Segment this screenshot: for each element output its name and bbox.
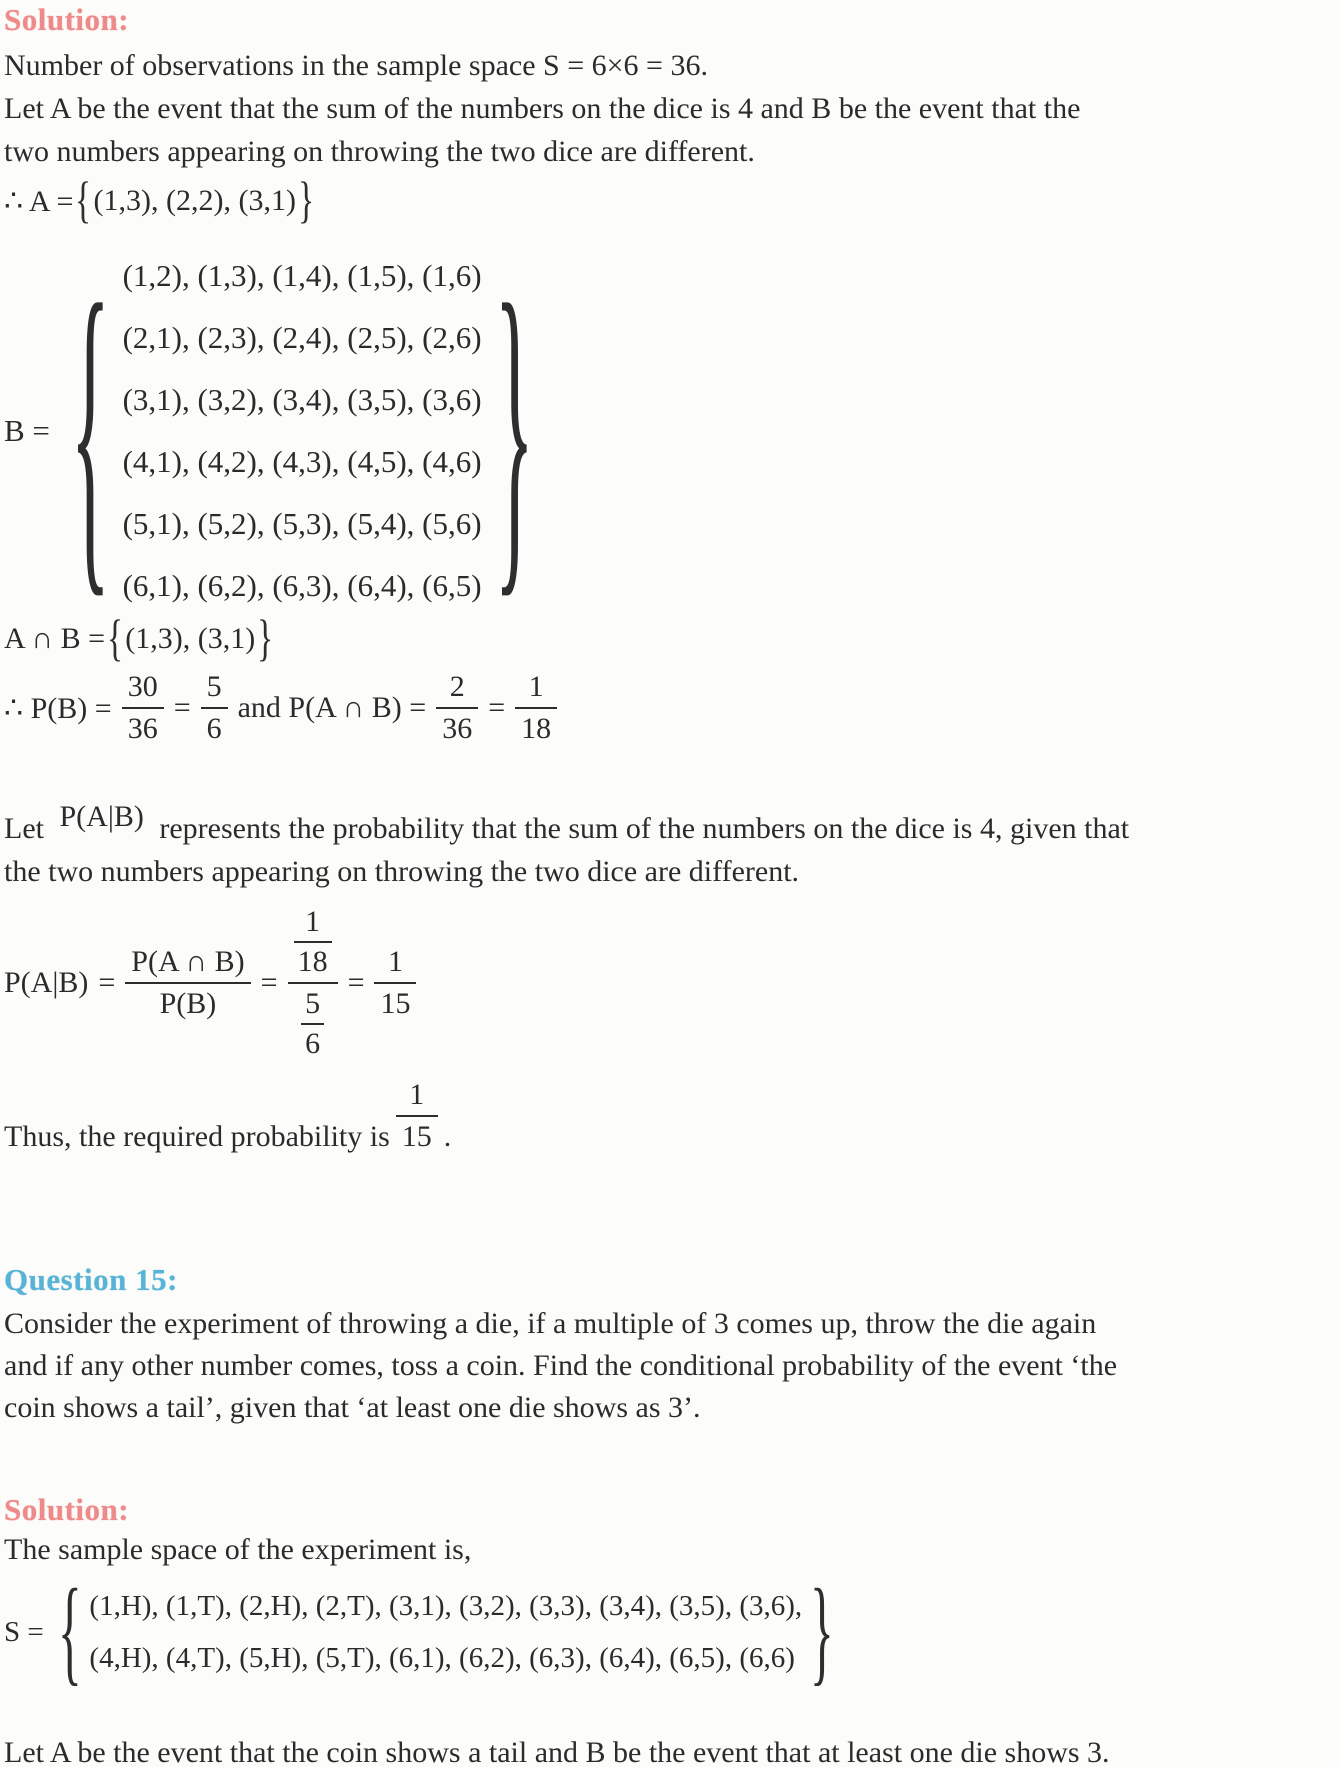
event-b-set — [4, 233, 542, 626]
b-set-row: (6,1), (6,2), (6,3), (6,4), (6,5) — [122, 568, 482, 603]
s-set-rows — [89, 1580, 802, 1684]
fraction-denominator: 6 — [305, 1027, 321, 1060]
pab-expression: P(A|B) — [59, 800, 144, 833]
aib-lead: A ∩ B = — [4, 622, 106, 655]
event-a-definition — [4, 173, 316, 229]
text-line: Consider the experiment of throwing a die, if a multiple of 3 comes up, throw the die again — [4, 1307, 1097, 1340]
aib-pairs: (1,3), (3,1) — [125, 622, 256, 655]
question-15-text — [4, 1303, 1117, 1429]
nested-fraction — [288, 905, 338, 1061]
nested-fraction-numerator — [288, 905, 338, 984]
fraction-denominator: 6 — [206, 712, 222, 745]
fraction-1-15 — [396, 1078, 438, 1154]
sample-space-expression: S = 6×6 = 36 — [543, 49, 701, 82]
solution1-intro-paragraph — [4, 44, 1080, 173]
fraction-numerator: 1 — [396, 1078, 438, 1117]
fraction-numerator: 30 — [122, 670, 164, 709]
b-set-rows — [123, 245, 482, 617]
fraction-numerator: 1 — [515, 670, 557, 709]
b-set-row: (3,1), (3,2), (3,4), (3,5), (3,6) — [122, 382, 482, 417]
equals-sign: = — [347, 966, 365, 999]
fraction-5-6 — [201, 670, 228, 746]
thus-prefix: Thus, the required probability is — [4, 1120, 390, 1153]
equals-sign: = — [488, 691, 506, 724]
right-brace: } — [810, 1565, 834, 1697]
text-line — [4, 800, 1130, 850]
left-brace: { — [70, 233, 111, 626]
pb-lead: ∴ P(B) = — [4, 691, 112, 725]
s-def-label: S = — [4, 1615, 44, 1648]
fraction-denominator: P(B) — [159, 987, 217, 1020]
fraction-1-15 — [374, 945, 416, 1021]
nested-fraction-denominator — [288, 984, 338, 1061]
solution2-intro: The sample space of the experiment is, — [4, 1533, 472, 1566]
fraction-numerator: 2 — [436, 670, 478, 709]
fraction-numerator: 5 — [301, 987, 324, 1025]
fraction-denominator: 15 — [380, 987, 411, 1020]
fraction-2-36 — [436, 670, 478, 746]
fraction-numerator: 1 — [294, 905, 332, 943]
fraction-denominator: 36 — [127, 712, 158, 745]
text-line — [4, 44, 1080, 87]
text-line: and if any other number comes, toss a coin. Find the conditional probability of the event ‘the — [4, 1349, 1118, 1382]
fraction-numerator: P(A ∩ B) — [125, 945, 250, 984]
a-intersect-b-definition — [4, 611, 275, 667]
equals-sign: = — [173, 691, 191, 724]
fraction-1-18 — [515, 670, 557, 746]
text-line: Let A be the event that the sum of the numbers on the dice is 4 and B be the event that the — [4, 92, 1081, 125]
equals-sign: = — [260, 966, 278, 999]
solution-heading-1: Solution: — [4, 2, 130, 37]
fraction-denominator: 18 — [297, 945, 328, 978]
text-line: coin shows a tail’, given that ‘at least one die shows as 3’. — [4, 1391, 701, 1424]
b-def-label: B = — [4, 413, 50, 448]
fraction-numerator: 1 — [374, 945, 416, 984]
let-rest1: represents the probability that the sum of the numbers on the dice is 4, given that — [159, 812, 1130, 845]
solution2-outro: Let A be the event that the coin shows a tail and B be the event that at least one die shows 3. — [4, 1736, 1110, 1767]
fraction-denominator: 36 — [442, 712, 473, 745]
probability-b-line — [4, 670, 567, 746]
fraction-1-18 — [294, 905, 332, 979]
fraction-paib-pb — [125, 945, 250, 1021]
let-prefix: Let — [4, 812, 44, 845]
fraction-denominator: 15 — [401, 1120, 432, 1153]
b-set-row: (5,1), (5,2), (5,3), (5,4), (5,6) — [122, 506, 482, 541]
equals-sign: = — [98, 966, 116, 999]
fraction-5-6 — [301, 987, 324, 1061]
sample-space-set — [4, 1565, 838, 1697]
left-brace: { — [57, 1565, 82, 1697]
a-def-pairs: (1,3), (2,2), (3,1) — [93, 184, 296, 217]
a-def-lead: ∴ A = — [4, 184, 74, 218]
let-pab-paragraph — [4, 800, 1130, 893]
conditional-probability-formula — [4, 905, 426, 1061]
right-brace: } — [298, 173, 315, 229]
b-set-row: (2,1), (2,3), (2,4), (2,5), (2,6) — [122, 320, 482, 355]
right-brace: } — [257, 611, 274, 667]
left-brace: { — [107, 611, 124, 667]
s-set-row: (1,H), (1,T), (2,H), (2,T), (3,1), (3,2), (3,3), (3,4), (3,5), (3,6), — [89, 1590, 803, 1622]
conclusion-line — [4, 1078, 451, 1154]
formula-lhs: P(A|B) — [4, 966, 89, 999]
text-line: the two numbers appearing on throwing the two dice are different. — [4, 855, 800, 888]
b-set-row: (1,2), (1,3), (1,4), (1,5), (1,6) — [122, 258, 482, 293]
s-set-row: (4,H), (4,T), (5,H), (5,T), (6,1), (6,2), (6,3), (6,4), (6,5), (6,6) — [89, 1642, 795, 1674]
solution-heading-2: Solution: — [4, 1492, 130, 1527]
right-brace: } — [494, 233, 534, 626]
fraction-numerator: 5 — [201, 670, 228, 709]
left-brace: { — [75, 173, 92, 229]
line1-suffix: . — [700, 49, 708, 82]
fraction-30-36 — [122, 670, 164, 746]
line1-prefix: Number of observations in the sample space — [4, 49, 544, 82]
pb-mid: and P(A ∩ B) = — [237, 691, 427, 724]
text-line: two numbers appearing on throwing the two dice are different. — [4, 135, 755, 168]
fraction-denominator: 18 — [521, 712, 552, 745]
thus-suffix: . — [443, 1120, 452, 1153]
question-15-heading: Question 15: — [4, 1262, 178, 1297]
b-set-row: (4,1), (4,2), (4,3), (4,5), (4,6) — [122, 444, 482, 479]
